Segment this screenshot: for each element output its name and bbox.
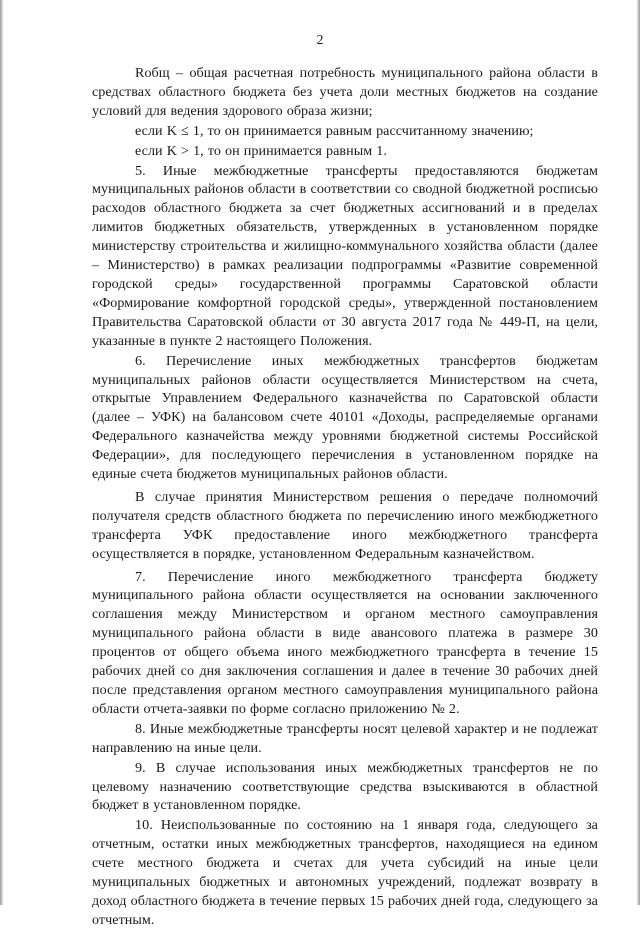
paragraph-item-6-continuation: В случае принятия Министерством решения о передаче полномочий получателя средств областного бюджета по перечислению иного межбюджетного трансферта УФК предоставление иного межбюджетного трансферта осуществляется в порядке, установленном Федеральным казначейством. <box>92 488 598 562</box>
paragraph-item-9: 9. В случае использования иных межбюджетных трансфертов не по целевому назначению соответствующие средства взыскиваются в областной бюджет в установленном порядке. <box>92 759 598 814</box>
paragraph-item-5: 5. Иные межбюджетные трансферты предоставляются бюджетам муниципальных районов области в соответствии со сводной бюджетной росписью расходов областного бюджета за счет бюджетных ассигнований и в пределах лимитов бюджетных обязательств, утвержденных в установленном порядке министерству строительства и жилищно-коммунального хозяйства области (далее – Министерство) в рамках реализации подпрограммы «Развитие современной городской среды» государственной программы Саратовской области «Формирование комфортной городской среды», утвержденной постановлением Правительства Саратовской области от 30 августа 2017 года № 449-П, на цели, указанные в пункте 2 настоящего Положения. <box>92 162 598 349</box>
document-body <box>92 64 598 930</box>
paragraph-item-7: 7. Перечисление иного межбюджетного трансферта бюджету муниципального района области осуществляется на основании заключенного соглашения между Министерством и органом местного самоуправления муниципального района области в виде авансового платежа в размере 30 процентов от общего объема иного межбюджетного трансферта в течение 15 рабочих дней со дня заключения соглашения и далее в течение 30 рабочих дней после представления органом местного самоуправления муниципального района области отчета-заявки по форме согласно приложению № 2. <box>92 568 598 717</box>
scan-edge-left <box>0 0 3 905</box>
paragraph-k-gt-1: если K > 1, то он принимается равным 1. <box>135 142 387 159</box>
page-number: 2 <box>316 33 324 48</box>
paragraph-k-le-1: если K ≤ 1, то он принимается равным рассчитанному значению; <box>135 122 534 139</box>
paragraph-r-total-definition: Rобщ – общая расчетная потребность муниципального района области в средствах областного бюджета без учета доли местных бюджетов на создание условий для ведения здорового образа жизни; <box>92 65 598 119</box>
paragraph-item-10: 10. Неиспользованные по состоянию на 1 января года, следующего за отчетным, остатки иных межбюджетных трансфертов, находящиеся на едином счете местного бюджета и счетах для учета субсидий на иные цели муниципальных бюджетных и автономных учреждений, подлежат возврату в доход областного бюджета в течение первых 15 рабочих дней года, следующего за отчетным. <box>92 817 598 928</box>
paragraph-item-8: 8. Иные межбюджетные трансферты носят целевой характер и не подлежат направлению на иные цели. <box>92 720 598 756</box>
paragraph-item-6: 6. Перечисление иных межбюджетных трансфертов бюджетам муниципальных районов области осуществляется Министерством на счета, открытые Управлением Федерального казначейства по Саратовской области (далее – УФК) на балансовом счете 40101 «Доходы, распределяемые органами Федерального казначейства между уровнями бюджетной системы Российской Федерации», для последующего перечисления в установленном порядке на единые счета бюджетов муниципальных районов области. <box>92 352 598 483</box>
